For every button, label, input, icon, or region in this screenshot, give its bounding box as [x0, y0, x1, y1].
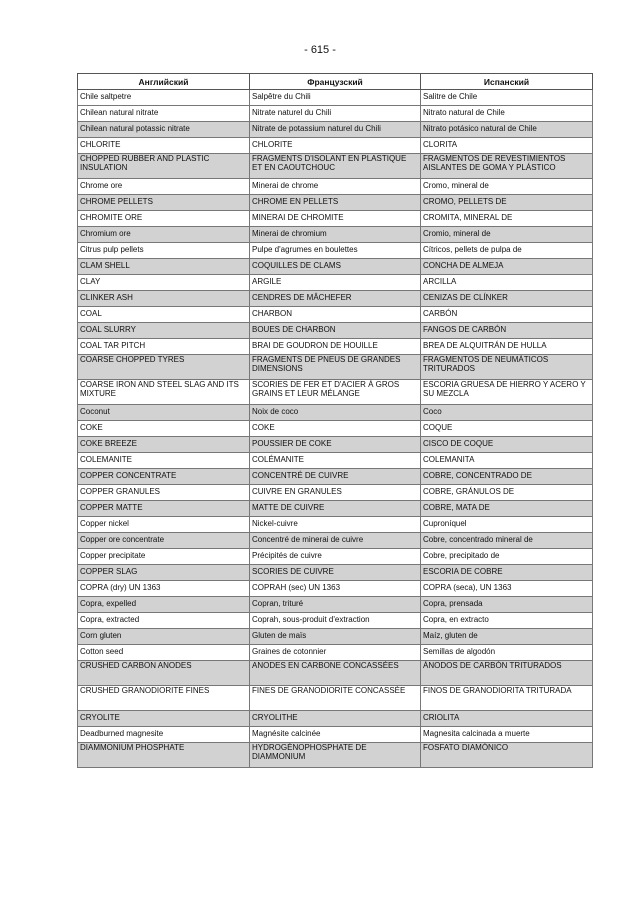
table-row: [78, 90, 593, 106]
table-row: [78, 195, 593, 211]
table-row: [78, 661, 593, 686]
term-french: MINERAI DE CHROMITE: [250, 211, 421, 227]
table-row: [78, 437, 593, 453]
term-spanish: ESCORIA DE COBRE: [421, 565, 593, 581]
term-english: CRUSHED GRANODIORITE FINES: [78, 686, 250, 711]
table-row: [78, 533, 593, 549]
term-french: SCORIES DE CUIVRE: [250, 565, 421, 581]
term-spanish: Nitrato potásico natural de Chile: [421, 122, 593, 138]
table-row: [78, 597, 593, 613]
term-english: COKE BREEZE: [78, 437, 250, 453]
term-english: Chile saltpetre: [78, 90, 250, 106]
term-english: Corn gluten: [78, 629, 250, 645]
term-french: Graines de cotonnier: [250, 645, 421, 661]
term-english: DIAMMONIUM PHOSPHATE: [78, 743, 250, 768]
term-spanish: ÁNODOS DE CARBÓN TRITURADOS: [421, 661, 593, 686]
table-header-row: [78, 74, 593, 90]
term-english: COPRA (dry) UN 1363: [78, 581, 250, 597]
table-row: [78, 613, 593, 629]
table-row: [78, 380, 593, 405]
term-french: Nitrate naturel du Chili: [250, 106, 421, 122]
table-row: [78, 711, 593, 727]
page-number: - 615 -: [304, 44, 336, 56]
term-spanish: Nitrato natural de Chile: [421, 106, 593, 122]
term-english: CLAM SHELL: [78, 259, 250, 275]
term-french: COLÉMANITE: [250, 453, 421, 469]
term-english: CLAY: [78, 275, 250, 291]
term-french: Nitrate de potassium naturel du Chili: [250, 122, 421, 138]
term-spanish: Cobre, concentrado mineral de: [421, 533, 593, 549]
header-english: Английский: [78, 74, 250, 90]
term-spanish: Coco: [421, 405, 593, 421]
table-row: [78, 106, 593, 122]
term-spanish: COBRE, GRÁNULOS DE: [421, 485, 593, 501]
term-english: COPPER GRANULES: [78, 485, 250, 501]
term-spanish: FANGOS DE CARBÓN: [421, 323, 593, 339]
table-row: [78, 421, 593, 437]
term-spanish: CISCO DE COQUE: [421, 437, 593, 453]
term-spanish: CONCHA DE ALMEJA: [421, 259, 593, 275]
term-french: FINES DE GRANODIORITE CONCASSÉE: [250, 686, 421, 711]
table-row: [78, 517, 593, 533]
term-french: BRAI DE GOUDRON DE HOUILLE: [250, 339, 421, 355]
term-spanish: Copra, prensada: [421, 597, 593, 613]
term-english: Copra, extracted: [78, 613, 250, 629]
term-spanish: Semillas de algodón: [421, 645, 593, 661]
table-row: [78, 686, 593, 711]
term-spanish: CARBÓN: [421, 307, 593, 323]
term-english: COPPER SLAG: [78, 565, 250, 581]
term-spanish: COPRA (seca), UN 1363: [421, 581, 593, 597]
term-french: CHLORITE: [250, 138, 421, 154]
term-english: COARSE IRON AND STEEL SLAG AND ITS MIXTURE: [78, 380, 250, 405]
table-row: [78, 727, 593, 743]
table-row: [78, 453, 593, 469]
term-spanish: Copra, en extracto: [421, 613, 593, 629]
term-english: Chromium ore: [78, 227, 250, 243]
term-french: Concentré de minerai de cuivre: [250, 533, 421, 549]
term-english: Chilean natural nitrate: [78, 106, 250, 122]
term-english: CHROMITE ORE: [78, 211, 250, 227]
term-french: BOUES DE CHARBON: [250, 323, 421, 339]
term-french: Noix de coco: [250, 405, 421, 421]
table-row: [78, 122, 593, 138]
term-french: Copran, trituré: [250, 597, 421, 613]
table-row: [78, 291, 593, 307]
term-french: Salpêtre du Chili: [250, 90, 421, 106]
term-spanish: Cromio, mineral de: [421, 227, 593, 243]
table-row: [78, 549, 593, 565]
term-french: MATTE DE CUIVRE: [250, 501, 421, 517]
term-english: Copra, expelled: [78, 597, 250, 613]
term-english: Chilean natural potassic nitrate: [78, 122, 250, 138]
term-english: CHROME PELLETS: [78, 195, 250, 211]
term-english: Cotton seed: [78, 645, 250, 661]
term-spanish: Cobre, precipitado de: [421, 549, 593, 565]
table-row: [78, 259, 593, 275]
term-english: COARSE CHOPPED TYRES: [78, 355, 250, 380]
table-row: [78, 339, 593, 355]
table-row: [78, 323, 593, 339]
term-spanish: Salitre de Chile: [421, 90, 593, 106]
header-french: Французский: [250, 74, 421, 90]
table-row: [78, 154, 593, 179]
term-spanish: BREA DE ALQUITRÁN DE HULLA: [421, 339, 593, 355]
term-english: COPPER CONCENTRATE: [78, 469, 250, 485]
term-french: Précipités de cuivre: [250, 549, 421, 565]
term-spanish: COBRE, CONCENTRADO DE: [421, 469, 593, 485]
glossary-table: [77, 73, 593, 768]
term-french: CHROME EN PELLETS: [250, 195, 421, 211]
term-english: COAL TAR PITCH: [78, 339, 250, 355]
term-spanish: Cromo, mineral de: [421, 179, 593, 195]
term-spanish: FRAGMENTOS DE REVESTIMIENTOS AISLANTES DE GOMA Y PLÁSTICO: [421, 154, 593, 179]
table-row: [78, 743, 593, 768]
term-english: CHLORITE: [78, 138, 250, 154]
header-spanish: Испанский: [421, 74, 593, 90]
term-spanish: COLEMANITA: [421, 453, 593, 469]
term-french: Magnésite calcinée: [250, 727, 421, 743]
term-spanish: COQUE: [421, 421, 593, 437]
table-row: [78, 405, 593, 421]
table-row: [78, 645, 593, 661]
table-row: [78, 275, 593, 291]
term-spanish: ESCORIA GRUESA DE HIERRO Y ACERO Y SU MEZCLA: [421, 380, 593, 405]
term-french: FRAGMENTS D'ISOLANT EN PLASTIQUE ET EN CAOUTCHOUC: [250, 154, 421, 179]
table-row: [78, 138, 593, 154]
term-french: Coprah, sous-produit d'extraction: [250, 613, 421, 629]
term-french: SCORIES DE FER ET D'ACIER À GROS GRAINS ET LEUR MÉLANGE: [250, 380, 421, 405]
term-spanish: ARCILLA: [421, 275, 593, 291]
term-english: CLINKER ASH: [78, 291, 250, 307]
term-french: ANODES EN CARBONE CONCASSÉES: [250, 661, 421, 686]
term-french: HYDROGÉNOPHOSPHATE DE DIAMMONIUM: [250, 743, 421, 768]
term-english: COLEMANITE: [78, 453, 250, 469]
term-spanish: CENIZAS DE CLÍNKER: [421, 291, 593, 307]
term-french: POUSSIER DE COKE: [250, 437, 421, 453]
term-french: FRAGMENTS DE PNEUS DE GRANDES DIMENSIONS: [250, 355, 421, 380]
table-row: [78, 629, 593, 645]
term-spanish: FINOS DE GRANODIORITA TRITURADA: [421, 686, 593, 711]
table-row: [78, 307, 593, 323]
term-french: CUIVRE EN GRANULES: [250, 485, 421, 501]
table-row: [78, 501, 593, 517]
term-spanish: CLORITA: [421, 138, 593, 154]
table-row: [78, 211, 593, 227]
term-english: CRYOLITE: [78, 711, 250, 727]
table-row: [78, 179, 593, 195]
table-row: [78, 581, 593, 597]
term-english: Copper nickel: [78, 517, 250, 533]
term-english: COAL: [78, 307, 250, 323]
term-spanish: Cítricos, pellets de pulpa de: [421, 243, 593, 259]
term-english: COAL SLURRY: [78, 323, 250, 339]
table-row: [78, 485, 593, 501]
term-french: COQUILLES DE CLAMS: [250, 259, 421, 275]
term-french: CONCENTRÉ DE CUIVRE: [250, 469, 421, 485]
term-french: Pulpe d'agrumes en boulettes: [250, 243, 421, 259]
term-spanish: Cuproníquel: [421, 517, 593, 533]
term-english: CRUSHED CARBON ANODES: [78, 661, 250, 686]
term-french: COPRAH (sec) UN 1363: [250, 581, 421, 597]
term-english: Citrus pulp pellets: [78, 243, 250, 259]
table-row: [78, 355, 593, 380]
term-english: Coconut: [78, 405, 250, 421]
term-french: Minerai de chromium: [250, 227, 421, 243]
term-english: Chrome ore: [78, 179, 250, 195]
term-french: ARGILE: [250, 275, 421, 291]
term-english: CHOPPED RUBBER AND PLASTIC INSULATION: [78, 154, 250, 179]
term-spanish: Magnesita calcinada a muerte: [421, 727, 593, 743]
term-french: COKE: [250, 421, 421, 437]
term-english: COPPER MATTE: [78, 501, 250, 517]
term-spanish: CRIOLITA: [421, 711, 593, 727]
term-english: Copper precipitate: [78, 549, 250, 565]
term-spanish: FRAGMENTOS DE NEUMÁTICOS TRITURADOS: [421, 355, 593, 380]
term-spanish: COBRE, MATA DE: [421, 501, 593, 517]
term-spanish: FOSFATO DIAMÓNICO: [421, 743, 593, 768]
table-row: [78, 227, 593, 243]
term-english: Copper ore concentrate: [78, 533, 250, 549]
table-row: [78, 243, 593, 259]
term-french: CRYOLITHE: [250, 711, 421, 727]
term-french: Minerai de chrome: [250, 179, 421, 195]
term-french: CHARBON: [250, 307, 421, 323]
term-spanish: Maíz, gluten de: [421, 629, 593, 645]
term-english: Deadburned magnesite: [78, 727, 250, 743]
table-row: [78, 469, 593, 485]
term-spanish: CROMO, PELLETS DE: [421, 195, 593, 211]
table-row: [78, 565, 593, 581]
term-spanish: CROMITA, MINERAL DE: [421, 211, 593, 227]
term-french: Gluten de maïs: [250, 629, 421, 645]
term-english: COKE: [78, 421, 250, 437]
term-french: Nickel-cuivre: [250, 517, 421, 533]
term-french: CENDRES DE MÂCHEFER: [250, 291, 421, 307]
